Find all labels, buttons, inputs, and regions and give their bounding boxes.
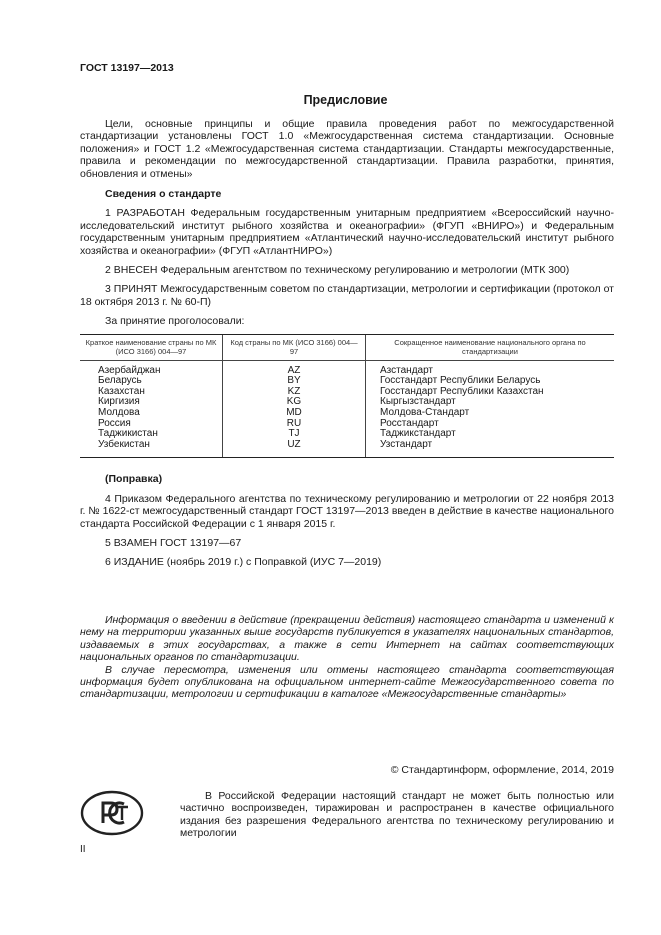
page-number: II [80, 844, 86, 855]
country-code: RU [223, 419, 366, 430]
amendment-heading: (Поправка) [105, 473, 163, 486]
item-4: 4 Приказом Федерального агентства по техническому регулированию и метрологии от 22 ноября 2013 г. № 1622-ст межгосударственный стандарт ГОСТ 13197—2013 введен в действие в качестве национального стандарта Российской Федерации с 1 января 2015 г. [80, 492, 614, 530]
standards-body: Таджикстандарт [366, 429, 615, 440]
item-3: 3 ПРИНЯТ Межгосударственным советом по стандартизации, метрологии и сертификации (протокол от 18 октября 2013 г. № 60-П) [80, 283, 614, 308]
info-heading: Сведения о стандарте [105, 188, 222, 201]
item-2: 2 ВНЕСЕН Федеральным агентством по техническому регулированию и метрологии (МТК 300) [105, 264, 570, 277]
country-name: Узбекистан [98, 438, 150, 450]
table-header-body: Сокращенное наименование национального органа по стандартизации [366, 335, 615, 361]
item-1: 1 РАЗРАБОТАН Федеральным государственным унитарным предприятием «Всероссийский научно-исследовательский институт рыбного хозяйства и океанографии» (ФГУП «ВНИРО») и Федеральным государственным унитарным предприятием «Атлантический научно-исследовательский институт рыбного хозяйства и океанографии» (ФГУП «АтлантНИРО») [80, 207, 614, 257]
table-row [80, 440, 614, 458]
country-code: TJ [223, 429, 366, 440]
country-name: Азербайджан [98, 364, 161, 376]
item-5: 5 ВЗАМЕН ГОСТ 13197—67 [105, 537, 242, 550]
country-code: KZ [223, 387, 366, 398]
country-name: Таджикистан [98, 428, 158, 440]
country-code: MD [223, 408, 366, 419]
standards-body: Азстандарт [366, 360, 615, 376]
reproduction-notice: В Российской Федерации настоящий стандарт не может быть полностью или частично воспроизведен, тиражирован и распространен в качестве официального издания без разрешения Федерального агентства по техническому регулированию и метрологии [180, 790, 614, 840]
standards-body: Узстандарт [366, 440, 615, 458]
table-header-country: Краткое наименование страны по МК (ИСО 3166) 004—97 [80, 335, 223, 361]
standards-body: Росстандарт [366, 419, 615, 430]
country-code: AZ [223, 360, 366, 376]
country-code: KG [223, 397, 366, 408]
italic-note-2: В случае пересмотра, изменения или отмены настоящего стандарта соответствующая информация будет опубликована на официальном интернет-сайте Межгосударственного совета по стандартизации, метрологии и сертификации в каталоге «Межгосударственные стандарты» [80, 663, 614, 701]
voting-table [80, 334, 614, 459]
table-row [80, 419, 614, 430]
table-header-code: Код страны по МК (ИСО 3166) 004—97 [223, 335, 366, 361]
country-name: Казахстан [98, 385, 145, 397]
standards-body: Госстандарт Республики Беларусь [366, 376, 615, 387]
copyright-line: © Стандартинформ, оформление, 2014, 2019 [390, 764, 614, 776]
table-row [80, 397, 614, 408]
country-name: Молдова [98, 407, 140, 419]
running-header: ГОСТ 13197—2013 [80, 62, 174, 74]
italic-note-1: Информация о введении в действие (прекращении действия) настоящего стандарта и изменений к нему на территории указанных выше государств публикуется в указателях национальных стандартов, издаваемых в этих государствах, а также в сети Интернет на сайтах соответствующих национальных органов по стандартизации. [80, 613, 614, 664]
intro-paragraph: Цели, основные принципы и общие правила проведения работ по межгосударственной стандартизации установлены ГОСТ 1.0 «Межгосударственная система стандартизации. Основные положения» и ГОСТ 1.2 «Межгосударственная система стандартизации. Стандарты межгосударственные, правила и рекомендации по межгосударственной стандартизации. Правила разработки, принятия, обновления и отмены» [80, 118, 614, 180]
rst-logo-icon [80, 790, 144, 836]
voted-label: За принятие проголосовали: [105, 315, 245, 328]
country-name: Россия [98, 417, 131, 429]
country-code: UZ [223, 440, 366, 458]
table-row [80, 429, 614, 440]
standards-body: Молдова-Стандарт [366, 408, 615, 419]
country-code: BY [223, 376, 366, 387]
standards-body: Госстандарт Республики Казахстан [366, 387, 615, 398]
page-title: Предисловие [303, 93, 388, 107]
table-row [80, 360, 614, 376]
item-6: 6 ИЗДАНИЕ (ноябрь 2019 г.) с Поправкой (ИУС 7—2019) [105, 556, 382, 569]
table-row [80, 387, 614, 398]
country-name: Беларусь [98, 375, 142, 387]
standards-body: Кыргызстандарт [366, 397, 615, 408]
country-name: Киргизия [98, 396, 140, 408]
main-body [80, 118, 614, 701]
table-row [80, 408, 614, 419]
